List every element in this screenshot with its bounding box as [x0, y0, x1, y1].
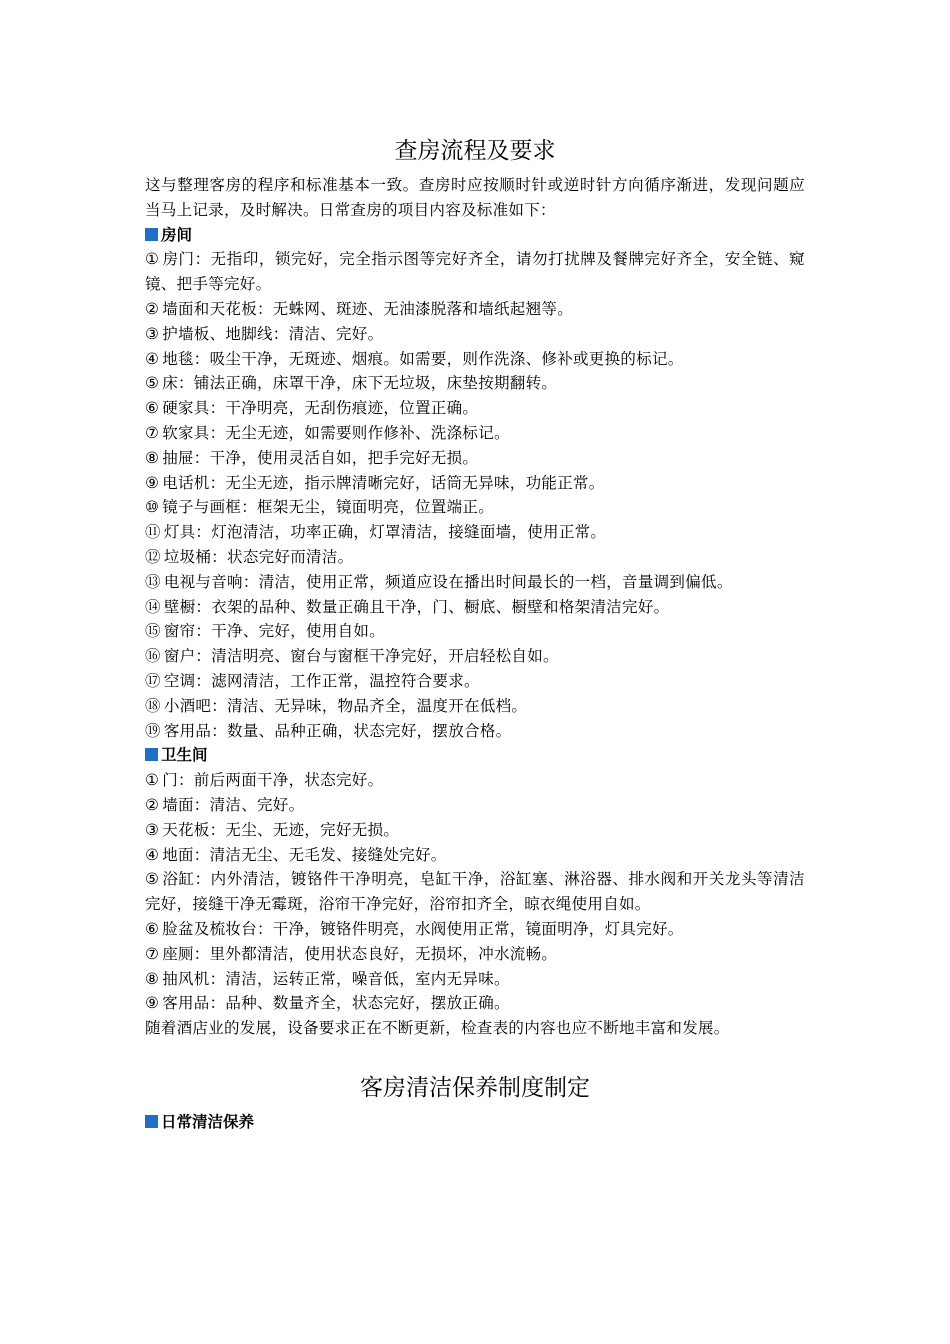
item-number: ⑦	[145, 423, 160, 442]
list-item	[145, 446, 805, 471]
intro-paragraph: 这与整理客房的程序和标准基本一致。查房时应按顺时针或逆时针方向循序渐进，发现问题应当马上记录，及时解决。日常查房的项目内容及标准如下：	[145, 176, 805, 219]
item-number: ⑨	[145, 994, 160, 1013]
list-item	[145, 247, 805, 297]
list-item	[145, 520, 805, 545]
item-text: 窗户：清洁明亮、窗台与窗框干净完好，开启轻松自如。	[163, 647, 559, 666]
item-number: ⑮	[145, 622, 161, 641]
item-text: 墙面：清洁、完好。	[162, 795, 305, 814]
item-number: ⑧	[145, 969, 160, 988]
item-number: ②	[145, 299, 160, 318]
item-number: ⑥	[145, 919, 160, 938]
list-item	[145, 793, 805, 818]
item-text: 座厕：里外都清洁，使用状态良好，无损坏，冲水流畅。	[162, 944, 558, 963]
list-item	[145, 818, 805, 843]
list-item	[145, 347, 805, 372]
item-text: 地面：清洁无尘、无毛发、接缝处完好。	[162, 845, 447, 864]
list-item	[145, 495, 805, 520]
item-number: ⑰	[145, 671, 161, 690]
item-number: ①	[145, 771, 160, 790]
item-text: 护墙板、地脚线：清洁、完好。	[162, 324, 384, 343]
list-item	[145, 917, 805, 942]
item-text: 软家具：无尘无迹，如需要则作修补、洗涤标记。	[162, 423, 510, 442]
item-text: 房门：无指印，锁完好，完全指示图等完好齐全，请勿打扰牌及餐牌完好齐全，安全链、窥镜、把手等完好。	[145, 250, 805, 294]
list-item	[145, 396, 805, 421]
item-text: 垃圾桶：状态完好而清洁。	[163, 547, 354, 566]
list-item	[145, 545, 805, 570]
item-text: 空调：滤网清洁，工作正常，温控符合要求。	[163, 671, 480, 690]
item-text: 浴缸：内外清洁，镀铬件干净明亮，皂缸干净，浴缸塞、淋浴器、排水阀和开关龙头等清洁完好，接缝干净无霉斑，浴帘干净完好，浴帘扣齐全，晾衣绳使用自如。	[145, 870, 805, 914]
item-text: 电视与音响：清洁，使用正常，频道应设在播出时间最长的一档，音量调到偏低。	[163, 572, 733, 591]
item-number: ⑬	[145, 572, 161, 591]
list-item	[145, 942, 805, 967]
item-number: ⑲	[145, 721, 161, 740]
list-item	[145, 867, 805, 917]
list-item	[145, 719, 805, 744]
item-number: ⑯	[145, 647, 161, 666]
list-item	[145, 669, 805, 694]
list-item	[145, 967, 805, 992]
list-item	[145, 595, 805, 620]
item-text: 硬家具：干净明亮，无刮伤痕迹，位置正确。	[162, 399, 479, 418]
item-number: ⑥	[145, 399, 160, 418]
item-text: 小酒吧：清洁、无异味，物品齐全，温度开在低档。	[163, 696, 528, 715]
item-text: 地毯：吸尘干净，无斑迹、烟痕。如需要，则作洗涤、修补或更换的标记。	[162, 349, 684, 368]
list-item	[145, 322, 805, 347]
square-bullet-icon	[145, 748, 158, 761]
square-bullet-icon	[145, 228, 158, 241]
document-page	[145, 134, 805, 1135]
item-number: ②	[145, 795, 160, 814]
list-item	[145, 421, 805, 446]
item-number: ④	[145, 845, 160, 864]
item-text: 床：铺法正确，床罩干净，床下无垃圾，床垫按期翻转。	[162, 374, 558, 393]
item-text: 客用品：数量、品种正确，状态完好，摆放合格。	[163, 721, 512, 740]
section-title: 客房清洁保养制度制定	[360, 1074, 590, 1101]
item-text: 窗帘：干净、完好，使用自如。	[163, 622, 386, 641]
list-item	[145, 619, 805, 644]
item-number: ③	[145, 324, 160, 343]
item-text: 镜子与画框：框架无尘，镜面明亮，位置端正。	[162, 498, 495, 517]
item-text: 抽屉：干净，使用灵活自如，把手完好无损。	[162, 448, 479, 467]
item-number: ⑭	[145, 597, 161, 616]
item-number: ⑤	[145, 870, 160, 889]
item-text: 客用品：品种、数量齐全，状态完好，摆放正确。	[162, 994, 510, 1013]
section-heading-bathroom: 卫生间	[145, 743, 805, 768]
page-title: 查房流程及要求	[394, 138, 556, 164]
list-item	[145, 694, 805, 719]
section-heading-room: 房间	[145, 223, 805, 248]
item-number: ⑨	[145, 473, 160, 492]
square-bullet-icon	[145, 1115, 158, 1128]
item-text: 墙面和天花板：无蛛网、斑迹、无油漆脱落和墙纸起翘等。	[162, 299, 574, 318]
room-checklist	[145, 247, 805, 743]
item-number: ⑦	[145, 944, 160, 963]
list-item	[145, 570, 805, 595]
list-item	[145, 768, 805, 793]
list-item	[145, 644, 805, 669]
item-text: 壁橱：衣架的品种、数量正确且干净，门、橱底、橱壁和格架清洁完好。	[163, 597, 670, 616]
list-item	[145, 991, 805, 1016]
item-number: ③	[145, 820, 160, 839]
item-text: 脸盆及梳妆台：干净，镀铬件明亮，水阀使用正常，镜面明净，灯具完好。	[162, 919, 684, 938]
item-text: 灯具：灯泡清洁，功率正确，灯罩清洁，接缝面墙，使用正常。	[163, 523, 607, 542]
item-number: ⑫	[145, 547, 161, 566]
closing-paragraph: 随着酒店业的发展，设备要求正在不断更新，检查表的内容也应不断地丰富和发展。	[145, 1019, 730, 1038]
list-item	[145, 843, 805, 868]
bathroom-checklist	[145, 768, 805, 1016]
item-number: ⑩	[145, 498, 160, 517]
item-text: 门：前后两面干净，状态完好。	[162, 771, 384, 790]
item-text: 天花板：无尘、无迹，完好无损。	[162, 820, 400, 839]
item-number: ⑪	[145, 523, 161, 542]
list-item	[145, 297, 805, 322]
item-number: ①	[145, 250, 160, 269]
item-number: ④	[145, 349, 160, 368]
list-item	[145, 371, 805, 396]
item-text: 电话机：无尘无迹，指示牌清晰完好，话筒无异味，功能正常。	[162, 473, 605, 492]
item-text: 抽风机：清洁，运转正常，噪音低，室内无异味。	[162, 969, 510, 988]
item-number: ⑧	[145, 448, 160, 467]
item-number: ⑱	[145, 696, 161, 715]
item-number: ⑤	[145, 374, 160, 393]
section-heading-daily: 日常清洁保养	[145, 1110, 805, 1135]
list-item	[145, 471, 805, 496]
